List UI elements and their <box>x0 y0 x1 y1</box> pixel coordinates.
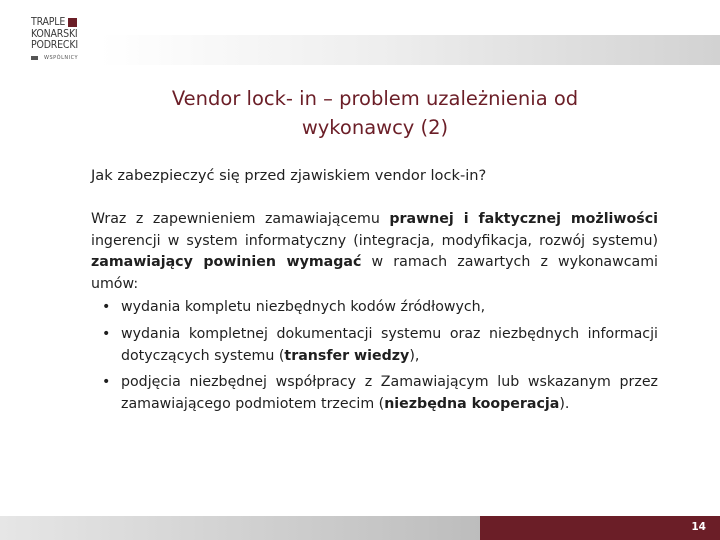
bullet-bold-text: transfer wiedzy <box>284 347 410 364</box>
bullet-text: wydania kompletu niezbędnych kodów źródłowych, <box>121 299 486 316</box>
intro-bold-2: zamawiający powinien wymagać <box>91 254 362 271</box>
logo-line-traple: TRAPLE <box>31 16 66 28</box>
intro-text-3: w ramach zawartych z wykonawcami umów: <box>91 254 658 292</box>
intro-paragraph <box>91 209 658 295</box>
list-item <box>91 297 658 319</box>
logo-bar-icon <box>31 56 38 60</box>
list-item <box>91 324 658 367</box>
intro-text-1: Wraz z zapewnieniem zamawiającemu <box>91 211 390 227</box>
company-logo <box>31 17 93 61</box>
header-gradient-band <box>100 35 720 65</box>
footer-accent-bar <box>480 516 720 540</box>
bullet-text: podjęcia niezbędnej współpracy z Zamawiającym lub wskazanym przez zamawiającego podmiotem trzecim ( <box>121 374 658 412</box>
slide-body <box>91 209 658 420</box>
page-number: 14 <box>691 521 706 533</box>
list-item <box>91 372 658 415</box>
bullet-text-end: ). <box>559 395 570 412</box>
bullet-bold-text: niezbędna kooperacja <box>384 395 560 412</box>
logo-square-icon <box>68 18 77 27</box>
bullet-text: wydania kompletnej dokumentacji systemu oraz niezbędnych informacji dotyczących systemu ( <box>121 325 658 364</box>
slide-question: Jak zabezpieczyć się przed zjawiskiem vendor lock-in? <box>91 167 487 184</box>
footer-gray-bar <box>0 516 480 540</box>
logo-line-podrecki: PODRECKI <box>31 39 78 51</box>
intro-bold-1: prawnej i faktycznej możliwości <box>389 211 658 227</box>
slide-title-line-2: wykonawcy (2) <box>301 116 449 139</box>
slide-title-line-1: Vendor lock- in – problem uzależnienia od <box>171 87 579 110</box>
intro-text-2: ingerencji w system informatyczny (integracja, modyfikacja, rozwój systemu) <box>91 232 658 249</box>
requirements-list <box>91 297 658 415</box>
logo-line-konarski: KONARSKI <box>31 27 78 40</box>
slide-title <box>100 84 650 142</box>
bullet-text-end: ), <box>409 347 420 364</box>
logo-line-wspolnicy: WSPÓLNICY <box>44 54 79 61</box>
